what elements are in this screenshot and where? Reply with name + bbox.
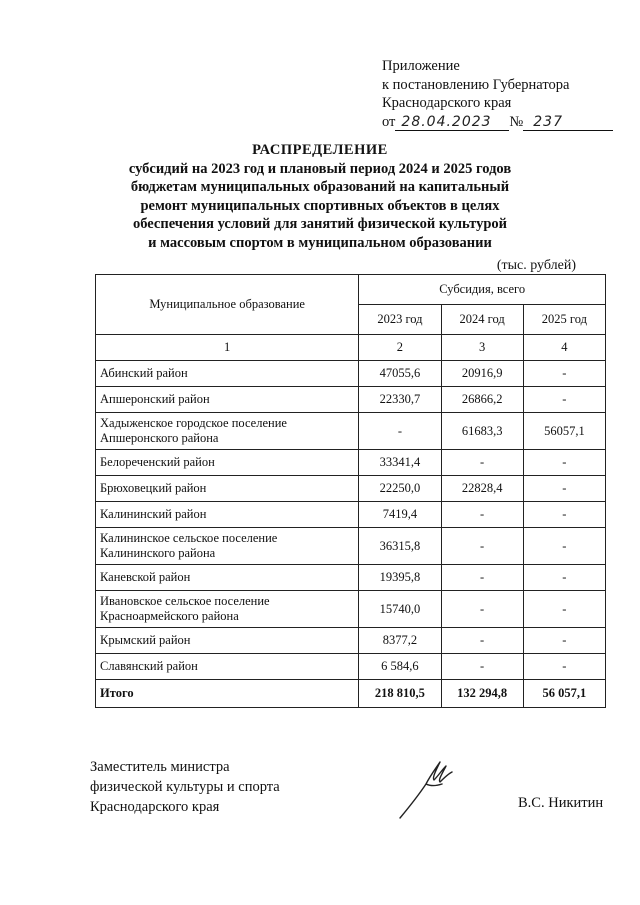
column-index: 3 <box>441 335 523 361</box>
value-2024: 20916,9 <box>441 361 523 387</box>
table-row <box>96 387 606 413</box>
title-line-1: субсидий на 2023 год и плановый период 2024 и 2025 годов <box>128 160 512 177</box>
value-2025: - <box>523 628 605 654</box>
total-2024: 132 294,8 <box>441 680 523 708</box>
column-header-year-2023: 2023 год <box>359 305 441 335</box>
value-2024: - <box>441 450 523 476</box>
value-2025: - <box>523 387 605 413</box>
value-2023: 22330,7 <box>359 387 441 413</box>
appendix-header <box>382 57 613 131</box>
municipality-name: Хадыженское городское поселение Апшеронского района <box>96 413 359 450</box>
value-2023: 47055,6 <box>359 361 441 387</box>
table-row <box>96 591 606 628</box>
table-row <box>96 413 606 450</box>
table-row <box>96 528 606 565</box>
value-2023: 8377,2 <box>359 628 441 654</box>
appendix-line-1: Приложение <box>382 58 460 74</box>
value-2023: 19395,8 <box>359 565 441 591</box>
total-2023: 218 810,5 <box>359 680 441 708</box>
value-2024: - <box>441 502 523 528</box>
value-2023: 15740,0 <box>359 591 441 628</box>
municipality-name: Белореченский район <box>96 450 359 476</box>
value-2025: - <box>523 450 605 476</box>
table-row <box>96 565 606 591</box>
signatory-line-2: физической культуры и спорта <box>90 779 280 795</box>
signatory-line-3: Краснодарского края <box>90 799 220 815</box>
handwritten-number: 237 <box>523 114 613 131</box>
value-2024: - <box>441 654 523 680</box>
municipality-name: Каневской район <box>96 565 359 591</box>
subsidy-table <box>95 274 606 708</box>
municipality-name: Калининское сельское поселение Калининского района <box>96 528 359 565</box>
column-header-year-2024: 2024 год <box>441 305 523 335</box>
value-2024: - <box>441 565 523 591</box>
value-2024: - <box>441 591 523 628</box>
value-2025: - <box>523 476 605 502</box>
document-title <box>0 141 640 253</box>
from-label: от <box>382 113 396 130</box>
signatory-line-1: Заместитель министра <box>90 759 230 775</box>
column-index-row <box>96 335 606 361</box>
value-2025: - <box>523 502 605 528</box>
column-index: 1 <box>96 335 359 361</box>
units-label: (тыс. рублей) <box>496 258 576 273</box>
municipality-name: Брюховецкий район <box>96 476 359 502</box>
title-line-2: бюджетам муниципальных образований на капитальный <box>130 179 510 196</box>
municipality-name: Апшеронский район <box>96 387 359 413</box>
value-2023: 6 584,6 <box>359 654 441 680</box>
value-2025: - <box>523 565 605 591</box>
table-row <box>96 450 606 476</box>
number-label: № <box>509 113 524 130</box>
column-header-subsidy-total: Субсидия, всего <box>359 275 606 305</box>
title-main: РАСПРЕДЕЛЕНИЕ <box>252 142 388 158</box>
total-2025: 56 057,1 <box>523 680 605 708</box>
municipality-name: Крымский район <box>96 628 359 654</box>
municipality-name: Абинский район <box>96 361 359 387</box>
value-2025: 56057,1 <box>523 413 605 450</box>
value-2024: - <box>441 528 523 565</box>
value-2025: - <box>523 528 605 565</box>
value-2023: - <box>359 413 441 450</box>
appendix-date-number <box>382 113 613 132</box>
value-2023: 36315,8 <box>359 528 441 565</box>
value-2024: 26866,2 <box>441 387 523 413</box>
municipality-name: Славянский район <box>96 654 359 680</box>
table-row <box>96 628 606 654</box>
value-2024: 22828,4 <box>441 476 523 502</box>
value-2023: 33341,4 <box>359 450 441 476</box>
column-index: 4 <box>523 335 605 361</box>
total-label: Итого <box>96 680 359 708</box>
total-row <box>96 680 606 708</box>
table-row <box>96 502 606 528</box>
title-line-5: и массовым спортом в муниципальном образовании <box>148 234 492 251</box>
title-line-4: обеспечения условий для занятий физической культурой <box>132 216 507 233</box>
value-2023: 22250,0 <box>359 476 441 502</box>
value-2025: - <box>523 361 605 387</box>
value-2025: - <box>523 591 605 628</box>
appendix-line-2: к постановлению Губернатора <box>382 76 570 93</box>
handwritten-signature <box>396 756 456 822</box>
column-header-year-2025: 2025 год <box>523 305 605 335</box>
table-row <box>96 654 606 680</box>
municipality-name: Калининский район <box>96 502 359 528</box>
signatory-name: В.С. Никитин <box>518 795 604 811</box>
value-2025: - <box>523 654 605 680</box>
value-2024: 61683,3 <box>441 413 523 450</box>
table-row <box>96 476 606 502</box>
appendix-line-3: Краснодарского края <box>382 95 512 111</box>
column-header-municipality: Муниципальное образование <box>96 275 359 335</box>
table-row <box>96 361 606 387</box>
municipality-name: Ивановское сельское поселение Красноармейского района <box>96 591 359 628</box>
value-2023: 7419,4 <box>359 502 441 528</box>
handwritten-date: 28.04.2023 <box>395 114 509 131</box>
title-line-3: ремонт муниципальных спортивных объектов в целях <box>140 197 500 214</box>
column-index: 2 <box>359 335 441 361</box>
value-2024: - <box>441 628 523 654</box>
signatory-block <box>90 757 280 817</box>
